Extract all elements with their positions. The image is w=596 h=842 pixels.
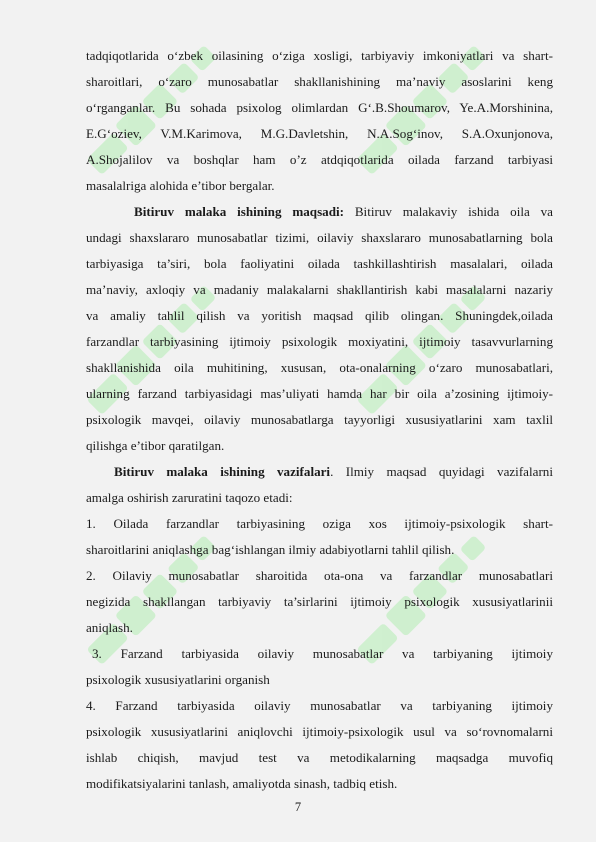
text-line: o‘rganganlar. Bu sohada psixolog olimlardan G‘.B.Shoumarov, Ye.A.Morshinina, xyxy=(86,100,553,115)
text-line: Bitiruv malaka ishining maqsadi: Bitiruv malakaviy ishida oila va xyxy=(134,204,553,219)
text-line: ma’naviy, axloqiy va madaniy malakalarni shakllantirish kabi masalalarni nazariy xyxy=(86,282,553,297)
text-line: psixologik xususiyatlarini organish xyxy=(86,672,270,687)
list-item: 1. Oilada farzandlar tarbiyasining oziga xos ijtimoiy-psixologik shart- xyxy=(86,516,553,531)
text-line: psixologik mavqei, oilaviy munosabatlarga tayyorligi xususiyatlarini xam taxlil xyxy=(86,412,553,427)
text-line: masalalriga alohida e’tibor bergalar. xyxy=(86,178,275,193)
text-line: tarbiyasiga ta’siri, bola faoliyatini oilada tashkillashtirish masalalari, oilada xyxy=(86,256,553,271)
text-line: undagi shaxslararo munosabatlar tizimi, oilaviy shaxslararo munosabatlarning bola xyxy=(86,230,553,245)
text-line: ishlab chiqish, mavjud test va metodikalarning maqsadga muvofiq xyxy=(86,750,553,765)
list-item: 2. Oilaviy munosabatlar sharoitida ota-ona va farzandlar munosabatlari xyxy=(86,568,553,583)
text-line: qilishga e’tibor qaratilgan. xyxy=(86,438,225,453)
text-line: A.Shojalilov va boshqlar ham o’z atdqiqotlarida oilada farzand tarbiyasi xyxy=(86,152,553,167)
text-line: aniqlash. xyxy=(86,620,133,635)
page-number: 7 xyxy=(294,800,302,814)
text-line: E.G‘oziev, V.M.Karimova, M.G.Davletshin, N.A.Sog‘inov, S.A.Oxunjonova, xyxy=(86,126,553,141)
section-heading: Bitiruv malaka ishining vazifalari xyxy=(114,464,331,479)
section-heading: Bitiruv malaka ishining maqsadi: xyxy=(134,204,344,219)
text-line: psixologik xususiyatlarini aniqlovchi ijtimoiy-psixologik usul va so‘rovnomalarni xyxy=(86,724,553,739)
text-line: tadqiqotlarida o‘zbek oilasining o‘ziga xosligi, tarbiyaviy imkoniyatlari va shart- xyxy=(86,48,553,63)
text-line: va amaliy tahlil qilish va yoritish maqsad qilib olingan. Shuningdek,oilada xyxy=(86,308,553,323)
text-line: ularning farzand tarbiyasidagi mas’uliyati hamda har bir oila a’zosining ijtimoiy- xyxy=(86,386,553,401)
list-item: 3. Farzand tarbiyasida oilaviy munosabatlar va tarbiyaning ijtimoiy xyxy=(92,646,553,661)
text-line: sharoitlari, o‘zaro munosabatlar shakllanishining ma’naviy asoslarini keng xyxy=(86,74,553,89)
text-line: Bitiruv malaka ishining vazifalari. Ilmiy maqsad quyidagi vazifalarni xyxy=(114,464,553,479)
text-line: negizida shakllangan tarbiyaviy ta’sirlarini ijtimoiy psixologik xususiyatlarinii xyxy=(86,594,553,609)
text-line: modifikatsiyalarini tanlash, amaliyotda sinash, tadbiq etish. xyxy=(86,776,398,791)
text-line: farzandlar tarbiyasining ijtimoiy psixologik moxiyatini, ijtimoiy tasavvurlarning xyxy=(86,334,553,349)
text-line: amalga oshirish zaruratini taqozo etadi: xyxy=(86,490,293,505)
list-item: 4. Farzand tarbiyasida oilaviy munosabatlar va tarbiyaning ijtimoiy xyxy=(86,698,553,713)
text-line: sharoitlarini aniqlashga bag‘ishlangan ilmiy adabiyotlarni tahlil qilish. xyxy=(86,542,455,557)
text-line: shakllanishida oila muhitining, xususan, ota-onalarning o‘zaro munosabatlari, xyxy=(86,360,553,375)
